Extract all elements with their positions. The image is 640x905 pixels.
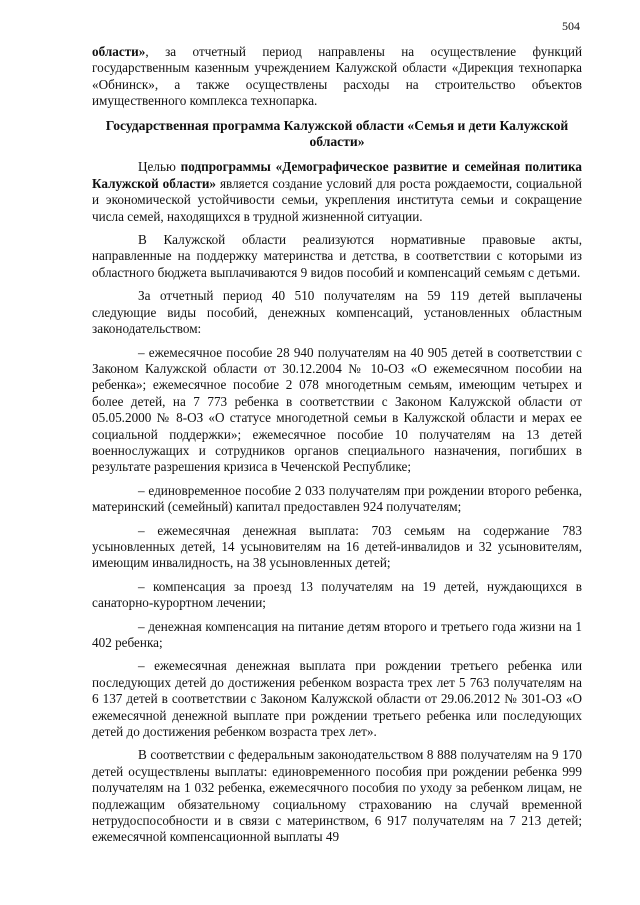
document-body [92,44,582,853]
intro-paragraph [92,44,582,110]
paragraph-reporting-period: За отчетный период 40 510 получателям на 59 119 детей выплачены следующие виды пособий, денежных компенсаций, установленных областным законодательством: [92,288,582,337]
list-item-third-child-payment: – ежемесячная денежная выплата при рождении третьего ребенка или последующих детей до достижения ребенком возраста трех лет 5 763 получателям на 6 137 детей в соответствии с Законом Калужской области от 29.06.2012 № 301-ОЗ «О ежемесячной денежной выплате при рождении третьего ребенка или последующих детей до достижения ребенком возраста трех лет». [92,658,582,740]
page-number: 504 [562,19,580,33]
list-item-nutrition-compensation: – денежная компенсация на питание детям второго и третьего года жизни на 1 402 ребенка; [92,618,582,650]
list-item-travel-compensation: – компенсация за проезд 13 получателям на 19 детей, нуждающихся в санаторно-курортном лечении; [92,578,582,611]
goal-paragraph [92,159,582,225]
goal-after: является создание условий для роста рождаемости, социальной и экономической устойчивости семьи, укрепления института семьи и сокращение числа семей, находящихся в трудной жизненной ситуации. [92,175,582,224]
intro-text: , за отчетный период направлены на осуществление функций государственным казенным учреждением Калужской области «Дирекция технопарка «Обнинск», а также осуществлены расходы на строительство объектов имущественного комплекса технопарка. [92,44,582,109]
paragraph-federal-payments: В соответствии с федеральным законодательством 8 888 получателям на 9 170 детей осуществлены выплаты: единовременного пособия при рождении ребенка 999 получателям на 1 032 ребенка, ежемесячного пособия по уходу за ребенком лицам, не подлежащим обязательному социальному страхованию на случай временной нетрудоспособности и в связи с материнством, 6 917 получателям на 7 213 детей; ежемесячной компенсационной выплаты 49 [92,747,582,845]
goal-before: Целью [138,159,181,175]
section-title: Государственная программа Калужской области «Семья и дети Калужской области» [105,117,569,150]
paragraph-normative-acts: В Калужской области реализуются нормативные правовые акты, направленные на поддержку материнства и детства, в соответствии с которыми из областного бюджета выплачиваются 9 видов пособий и компенсаций семьям с детьми. [92,232,582,280]
goal-bold: подпрограммы «Демографическое развитие и семейная политика Калужской области» [92,159,582,191]
intro-bold-start: области» [92,44,146,59]
list-item-lump-sum-allowance: – единовременное пособие 2 033 получателям при рождении второго ребенка, материнский (семейный) капитал предоставлен 924 получателям; [92,482,582,515]
list-item-monthly-allowance: – ежемесячное пособие 28 940 получателям на 40 905 детей в соответствии с Законом Калужской области от 30.12.2004 № 10-ОЗ «О ежемесячном пособии на ребенка»; ежемесячное пособие 2 078 многодетным семьям, имеющим четырех и более детей, на 7 773 ребенка в соответствии с Законом Калужской области от 05.05.2000 № 8-ОЗ «О статусе многодетной семьи в Калужской области и мерах ее социальной поддержки»; ежемесячное пособие 10 получателям на 13 детей военнослужащих и сотрудников органов специального назначения, погибших в результате разрешения кризиса в Чеченской Республике; [92,344,582,475]
list-item-monthly-payment-adoption: – ежемесячная денежная выплата: 703 семьям на содержание 783 усыновленных детей, 14 усыновителям на 16 детей-инвалидов и 32 усыновителям, имеющим инвалидность, на 38 усыновленных детей; [92,522,582,571]
